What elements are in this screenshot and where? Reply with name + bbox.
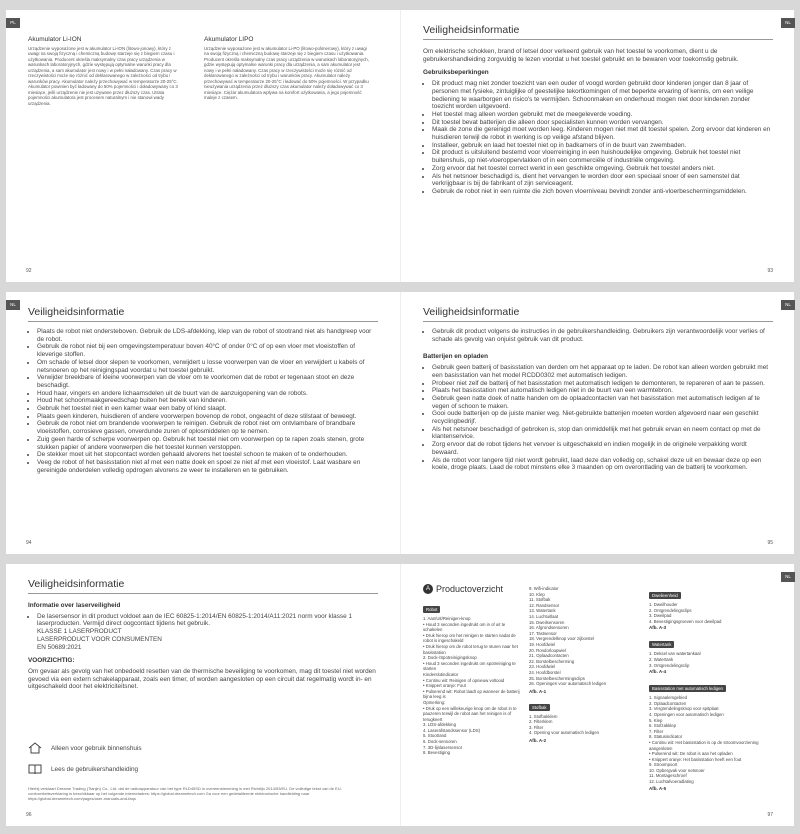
usage-icons: [28, 742, 142, 784]
legal-text: Hierbij verklaart Dreame Trading (Tianjin) Co., Ltd. dat de radioapparatuur van het type RLD45SD in overeenstemming is met Richtlijn 2014/53/EU. De volledige tekst van de EU-conformiteitsverklaring is beschikbaar op het volgende internetadres: https://global.dreametech.com Ga voor een gedetailleerde elektronische handleiding naar https://global.dreametech.com/pages/user-manuals-and-faqs: [28, 786, 343, 801]
list-item: • Verwijder breekbare of kleine voorwerpen van de vloer om te voorkomen dat de robot er tegenaan stoot en deze beschadigt.: [37, 374, 378, 389]
list-item: 2. Watertank: [649, 656, 674, 662]
page-number: 96: [26, 812, 32, 818]
list-item: 2. Dock-/Spotreinigingsknop: [423, 655, 477, 661]
page-number: 95: [767, 540, 773, 546]
list-item: 7. 3D-lijnlasersensor: [423, 744, 463, 750]
dustbin-label: Stofbak: [529, 704, 550, 711]
list-item: 3. Ontgrendelingsclip: [649, 662, 690, 668]
mop-unit-label: Dweileenheid: [649, 592, 681, 599]
list-item: 24. Hoofdborstel: [529, 669, 561, 675]
bullet-list: [423, 364, 773, 472]
list-item: • Veeg de robot of het basisstation niet af met een natte doek en spoel ze niet af met een vloeistof. Laat wasbare en gereinigde onderdelen volledig opdrogen alvorens ze weer te installeren en te gebruiken.: [37, 459, 378, 474]
list-item: 15. Dweilsensoren: [529, 619, 565, 625]
section-badge: A: [423, 584, 433, 594]
list-item: • Houd 3 seconden ingedrukt om in of uit te schakelen: [423, 621, 506, 633]
bullet-list: [423, 80, 773, 196]
laser-line: EN 50689:2021: [37, 643, 82, 651]
list-item: • De stekker moet uit het stopcontact worden gehaald alvorens het toestel schoon te maken of te onderhouden.: [37, 451, 378, 459]
list-item: • Als het netsnoer beschadigd is, dient het vervangen te worden door een speciaal snoer of een samenstel dat verkrijgbaar is bij de fabrikant of zijn serviceagent.: [432, 173, 773, 188]
list-item: 3. Filter: [529, 724, 544, 730]
list-item: 19. Hoofdwiel: [529, 641, 556, 647]
laser-line: LASERPRODUCT VOOR CONSUMENTEN: [37, 635, 162, 643]
list-item: Opmerking:: [423, 699, 446, 705]
figure-ref: Afb. A-1: [529, 688, 547, 694]
list-item: 2. Oplaadcontacten: [649, 700, 687, 706]
page-96: [6, 564, 400, 826]
water-tank-label: Watertank: [649, 641, 674, 648]
list-item: 12. Luchtafvoeradlating: [649, 779, 694, 785]
page-title: Veiligheidsinformatie: [423, 24, 520, 36]
list-item: Kinderslotindicator: [423, 671, 459, 677]
list-item: 1. Stofbakklem: [529, 713, 558, 719]
list-item: • Als de robot voor langere tijd niet wordt gebruikt, laad deze dan volledig op, schakel deze uit en bewaar deze op een koele, droge plaats. Laad de robot minstens elke 3 maanden op om overontlading van de batterij te voorkomen.: [432, 457, 773, 472]
list-item: 4. Opening voor automatisch ledigen: [529, 730, 599, 736]
language-tab: NL: [6, 300, 20, 310]
list-item: • Gebruik dit product volgens de instructies in de gebruikershandleiding. Gebruikers zijn verantwoordelijk voor verlies of schade als gevolg van onjuist gebruik van dit product.: [432, 328, 773, 343]
list-item: 11. Montageschroef: [649, 773, 687, 779]
list-item: • Druk hierop om het reinigen te starten nadat de robot is ingeschakeld: [423, 632, 516, 644]
page-number: 97: [767, 812, 773, 818]
list-item: 25. Borstelbeschermingsclips: [529, 675, 585, 681]
page-title: Veiligheidsinformatie: [423, 306, 520, 318]
col-text: Urządzenie wyposażone jest w akumulator Li-ION (litowo-jonowy), który z uwagi na swoją fizyczną i chemiczną budowę starzeje się z biegiem czasu i użytkowania. Producent określa maksymalny czas pracy urządzenia w warunkach laboratoryjnych, gdzie występują optymalne warunki pracy dla urządzenia, a sam akumulator jest nowy i w pełni naładowany. Czas pracy w rzeczywistości może się różnić od deklarowanego w zależności od trybu i warunków pracy. Akumulator należy przechowywać w temperaturze 20-25°C. Akumulator powinien być ładowany do 50% pojemności i doładowywany co 3 miesiące, jeśli urządzenie nie jest używane przez dłuższy czas. Utrata pojemności akumulatora jest procesem naturalnym i nie stanowi wady urządzenia.: [28, 45, 178, 106]
list-item: 11. Stofbak: [529, 597, 551, 603]
list-item: 4. Openingen voor automatisch ledigen: [649, 711, 724, 717]
bullet-list: [423, 328, 773, 343]
language-tab: PL: [6, 18, 20, 28]
list-item: • Plaats de robot niet ondersteboven. Gebruik de LDS-afdekking, klep van de robot of stootrand niet als handgreep voor de robot.: [37, 328, 378, 343]
page-body: [423, 48, 773, 196]
read-manual-row: [28, 763, 142, 775]
figure-ref: Afb. A-2: [529, 738, 547, 744]
list-item: 8. Bevestiging: [423, 750, 450, 756]
read-manual-label: Lees de gebruikershandleiding: [51, 765, 139, 773]
list-item: • Knippert oranje: Het basisstation heeft een fout: [649, 756, 742, 762]
page-number: 92: [26, 268, 32, 274]
page-number: 93: [767, 268, 773, 274]
list-item: • Het toestel mag alleen worden gebruikt met de meegeleverde voeding.: [432, 111, 773, 119]
list-item: • Als het netsnoer beschadigd of gebroken is, stop dan onmiddellijk met het gebruik ervan en neem contact op met de klantenservice.: [432, 426, 773, 441]
list-item: 1. Signaalemgebied: [649, 695, 687, 701]
list-item: 13. Watertank: [529, 608, 556, 614]
list-item: 26. Openingen voor automatisch ledigen: [529, 681, 607, 687]
figure-ref: Afb. A-4: [649, 669, 667, 675]
section-heading: Batterijen en opladen: [423, 353, 488, 361]
bullet-list: [28, 613, 378, 628]
list-item: 14. Luchtuitlaat: [529, 613, 559, 619]
laser-class-lines: [28, 628, 378, 651]
list-item: • Pulserend wit: Robot laadt op wanneer de batterij bijna leeg is: [423, 688, 520, 700]
list-item: 3. LDS-afdekking: [423, 722, 456, 728]
page-95: [400, 292, 795, 554]
house-icon: [28, 742, 42, 754]
list-item: • Zorg ervoor dat het toestel correct werkt in een geschikte omgeving. Gebruik het toestel anders niet.: [432, 165, 773, 173]
list-item: • Gebruik het toestel niet in een kamer waar een baby of kind slaapt.: [37, 405, 378, 413]
page-body: [28, 600, 378, 696]
list-item: • Plaats het basisstation met automatisch ledigen niet in de buurt van een warmtebron.: [432, 387, 773, 395]
page-title: [423, 584, 503, 594]
figure-ref: Afb. A-3: [649, 625, 667, 631]
list-item: 1. Deksel van watertankaal: [649, 651, 701, 657]
col-title: Akumulator Li-ION: [28, 36, 82, 43]
laser-line: KLASSE 1 LASERPRODUCT: [37, 628, 122, 636]
page-number: 94: [26, 540, 32, 546]
list-item: • Houd 3 seconden ingedrukt om spotreiniging te starten: [423, 660, 516, 672]
list-item: 1. Dweilhouder: [649, 602, 678, 607]
section-heading: Gebruiksbeperkingen: [423, 69, 489, 77]
page-93: [400, 10, 795, 282]
list-item: • Druk op een willekeurige knop om de robot in te pauzeren terwijl de robot aan het reinigen is of terugkeert: [423, 705, 517, 722]
list-item: 8. Statusindicator: [649, 734, 683, 740]
base-station-parts-list: [649, 695, 775, 785]
list-item: • Dit product is uitsluitend bestemd voor vloerreiniging in een huishoudelijke omgeving. Gebruik het toestel niet buitenshuis, op niet-vloeroppervlakken of in een commerciële of industriële omgeving.: [432, 149, 773, 164]
water-tank-parts-list: [649, 651, 775, 668]
list-item: 5. Stootrand: [423, 733, 447, 739]
list-item: • Druk hierop om de robot terug te sturen naar het basisstation: [423, 643, 518, 655]
list-item: • Houd het schoonmaakgereedschap buiten het bereik van kinderen.: [37, 397, 378, 405]
list-item: • Houd haar, vingers en andere lichaamsdelen uit de buurt van de aanzuigopening van de robots.: [37, 390, 378, 398]
list-item: • Zorg ervoor dat de robot tijdens het vervoer is uitgeschakeld en indien mogelijk in de originele verpakking wordt bewaard.: [432, 441, 773, 456]
list-item: 23. Hoofdwiel: [529, 664, 556, 670]
list-item: 2. Filterklem: [529, 719, 553, 725]
page-body: [423, 328, 773, 472]
list-item: • Zuig geen harde of scherpe voorwerpen op. Gebruik het toestel niet om voorwerpen op te rapen zoals stenen, grote stukken papier of andere voorwerpen die het toestel kunnen verstoppen.: [37, 436, 378, 451]
list-item: 6. Stofzakklep: [649, 723, 676, 729]
robot-section: [423, 598, 523, 756]
list-item: • Plaats geen kinderen, huisdieren of andere voorwerpen bovenop de robot, ongeacht of deze stilstaat of beweegt.: [37, 413, 378, 421]
list-item: • Om schade of letsel door slepen te voorkomen, verwijdert u losse voorwerpen van de vloer en verwijdert u kabels of netsnoeren op het reinigingspad voordat u het toestel gebruikt.: [37, 359, 378, 374]
indoor-use-row: [28, 742, 142, 754]
mop-parts-list: [649, 602, 775, 624]
divider: [423, 39, 773, 40]
base-station-label: Basisstation met automatisch ledigen: [649, 685, 726, 692]
list-item: • Continu wit: Het basisstation is op de stroomvoorziening aangesloten: [649, 739, 759, 751]
list-item: 22. Borstelbescherming: [529, 658, 575, 664]
list-item: 9. Wifi-indicator: [529, 586, 559, 591]
list-item: 7. Filter: [649, 728, 664, 734]
list-item: 20. Rondorloopwiel: [529, 647, 566, 653]
list-item: • De lasersensor in dit product voldoet aan de IEC 60825-1:2014/EN 60825-1:2014/A11:2021 norm voor klasse 1 laserproducten. Vermijd direct oogcontact tijdens het gebruik.: [37, 613, 378, 628]
list-item: • Gebruik de robot niet bij een omgevingstemperatuur boven 40°C of onder 0°C of op een vloer met vloeistoffen of kleverige stoffen.: [37, 343, 378, 358]
page-title: Veiligheidsinformatie: [28, 578, 125, 590]
book-icon: [28, 763, 42, 775]
list-item: • Gooi oude batterijen op de juiste manier weg. Niet-gebruikte batterijen moeten worden afgevoerd naar een geschikt recyclingbedrijf.: [432, 410, 773, 425]
caution-heading: VOORZICHTIG:: [28, 657, 75, 665]
list-item: • Installeer, gebruik en laad het toestel niet op in badkamers of in de buurt van zwembaden.: [432, 142, 773, 150]
intro-text: Om elektrische schokken, brand of letsel door verkeerd gebruik van het toestel te voorkomen, dient u de gebruikershandleiding zorgvuldig te lezen voordat u het toestel gebruikt en te bewaren voor toekomstig gebruik.: [423, 48, 739, 63]
indoor-use-label: Alleen voor gebruik binnenshuis: [51, 744, 142, 752]
list-item: • Maak de zone die gereinigd moet worden leeg. Kinderen mogen niet met dit toestel spelen. Zorg ervoor dat kinderen en huisdieren terwijl de robot in werking is op veilige afstand blijven.: [432, 126, 773, 141]
list-item: • Knippert oranje: Fout: [423, 683, 466, 689]
list-item: • Gebruik geen natte doek of natte handen om de oplaadcontacten van het basisstation met automatisch ledigen af te vegen of schoon te maken.: [432, 395, 773, 410]
list-item: • Probeer niet zelf de batterij of het basisstation met automatisch ledigen te demonteren, te repareren of aan te passen.: [432, 380, 773, 388]
robot-parts-list-2: [529, 586, 639, 687]
divider: [423, 321, 773, 322]
robot-parts-list: [423, 616, 523, 756]
list-item: • Dit product mag niet zonder toezicht van een ouder of voogd worden gebruikt door kinderen jonger dan 8 jaar of personen met fysieke, zintuiglijke of geestelijke tekortkomingen of met beperkte ervaring of kennis, om een veilige bediening te waarborgen en risico's te vermijden. Schoonmaken en onderhoud mogen niet door kinderen zonder toezicht worden uitgevoerd.: [432, 80, 773, 111]
list-item: 12. Randsensor: [529, 602, 560, 608]
list-item: • Gebruik de robot niet om brandende voorwerpen te reinigen. Gebruik de robot niet om ontvlambare of brandbare vloeistoffen, corrosieve gassen, onverdunde zuren of oplosmiddelen op te nemen.: [37, 420, 378, 435]
list-item: 4. Laserafstandssensor (LDS): [423, 727, 481, 733]
list-item: • Dit toestel bevat batterijen die alleen door specialisten kunnen worden vervangen.: [432, 119, 773, 127]
list-item: 4. Bevestigingsgroeven voor dweilpad: [649, 618, 722, 624]
page-97: [400, 564, 795, 826]
list-item: 10. Klep: [529, 591, 545, 597]
robot-label: Robot: [423, 606, 440, 613]
list-item: 17. Tastsensor: [529, 630, 557, 636]
list-item: 21. Oplaadcontacten: [529, 653, 569, 659]
robot-parts-col2: [529, 586, 639, 745]
right-column: [649, 584, 775, 792]
caution-text: Om gevaar als gevolg van het onbedoeld resetten van de thermische beveiliging te voorkomen, mag dit toestel niet worden gevoed via een extern schakelapparaat, zoals een timer, of worden aangesloten op een circuit dat regelmatig wordt in- en uitgeschakeld door het elektriciteitsnet.: [28, 667, 376, 691]
list-item: 2. Ontgrendelingsclips: [649, 607, 692, 613]
language-tab: NL: [781, 572, 795, 582]
list-item: 3. Dweilpad: [649, 613, 672, 619]
col-title: Akumulator LIPO: [204, 36, 254, 43]
page-title: Veiligheidsinformatie: [28, 306, 125, 318]
dustbin-parts-list: [529, 714, 639, 736]
language-tab: NL: [781, 300, 795, 310]
section-heading: Informatie over laserveiligheid: [28, 602, 121, 609]
list-item: 16. Afgrondsensoren: [529, 625, 569, 631]
figure-ref: Afb. A-5: [649, 785, 667, 791]
list-item: 3. Vergrendelingsknop voor spitplaat: [649, 706, 719, 712]
list-item: 10. Opbergvak voor netsnoer: [649, 767, 705, 773]
col-text: Urządzenie wyposażone jest w akumulator Li-PO (litowo-polimerowy), który z uwagi na swoją fizyczną i chemiczną budowę starzeje się z biegiem czasu i użytkowania. Producent określa maksymalny czas pracy urządzenia w warunkach laboratoryjnych, gdzie występują optymalne warunki pracy dla urządzenia, a sam akumulator jest nowy i w pełni naładowany. Czas pracy w rzeczywistości może się różnić od deklarowanego w zależności od trybu i warunków pracy. Akumulator należy przechowywać w temperaturze 20-25°C i ładować do 50% pojemności. W przypadku nieużywania urządzenia przez dłuższy czas akumulator należy doładowywać co 3 miesiące. Ciężar akumulatora wpływa na komfort użytkowania, a jego pojemność maleje z czasem.: [204, 45, 369, 100]
list-item: • Continu wit: Reinigen of opnieuw voltooid: [423, 677, 505, 683]
list-item: • Gebruik de robot niet in een ruimte die zich boven vloerniveau bevindt zonder anti-vloerbeschermingsmiddelen.: [432, 188, 773, 196]
language-tab: NL: [781, 18, 795, 28]
list-item: 9. Stroompoort: [649, 762, 678, 768]
title-text: Productoverzicht: [436, 584, 504, 594]
divider: [28, 593, 378, 594]
list-item: 5. Klep: [649, 717, 663, 723]
list-item: 6. Dock-sensoren: [423, 739, 457, 745]
list-item: 1. Aan/Uit/Reinigen-knop: [423, 616, 471, 621]
spread-3-content: [6, 564, 794, 826]
list-item: • Gebruik geen batterij of basisstation van derden om het apparaat op te laden. De robot kan alleen worden gebruikt met een basisstation van het model RCDD0302 met automatisch ledigen.: [432, 364, 773, 379]
list-item: 18. Vergrendelknop voor zijborstel: [529, 636, 594, 642]
list-item: • Pulserend wit: De robot is aan het opladen: [649, 751, 733, 757]
